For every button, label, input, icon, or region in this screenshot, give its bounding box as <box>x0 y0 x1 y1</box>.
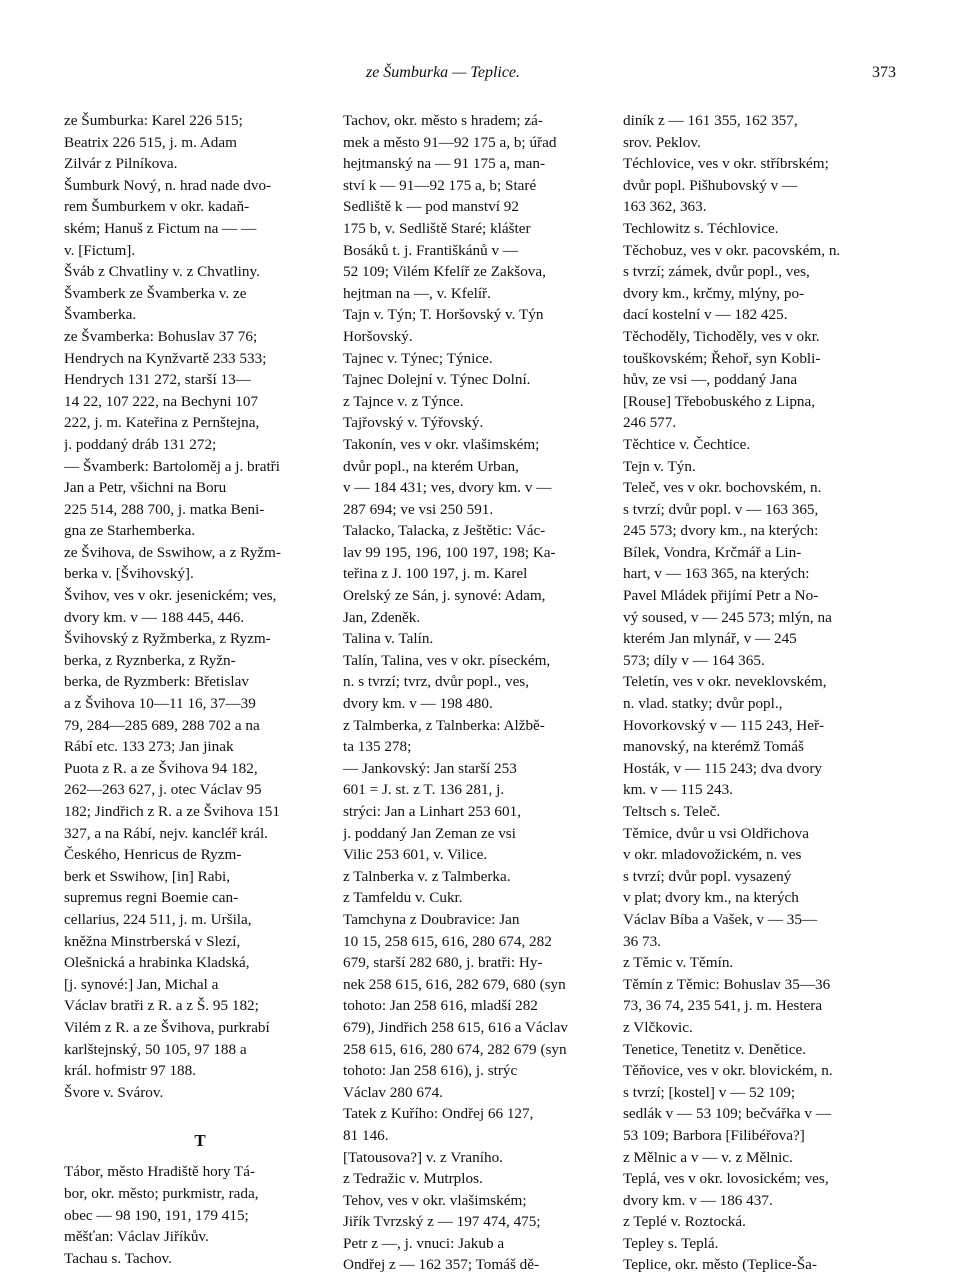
text-line: n. s tvrzí; tvrz, dvůr popl., ves, <box>343 673 530 691</box>
text-line: z Tedražic v. Mutrplos. <box>343 1170 483 1188</box>
text-line: Puota z R. a ze Švihova 94 182, <box>64 759 258 777</box>
text-line: hejtman na —, v. Kfelíř. <box>343 284 491 302</box>
text-line: Beatrix 226 515, j. m. Adam <box>64 133 237 151</box>
text-line: 79, 284—285 689, 288 702 a na <box>64 716 260 734</box>
text-line: s tvrzí; zámek, dvůr popl., ves, <box>623 263 810 281</box>
text-line: rem Šumburkem v okr. kadaň- <box>64 198 250 216</box>
text-line: 287 694; ve vsi 250 591. <box>343 500 494 518</box>
text-line: Těchobuz, ves v okr. pacovském, n. <box>623 241 841 259</box>
text-line: manovský, na kterémž Tomáš <box>623 738 804 756</box>
text-line: j. poddaný Jan Zeman ze vsi <box>343 824 516 842</box>
text-line: z Talnberka v. z Talmberka. <box>343 867 511 885</box>
text-line: 225 514, 288 700, j. matka Beni- <box>64 500 265 518</box>
text-line: berka, z Ryznberka, z Ryžn- <box>64 651 236 669</box>
text-line: 327, a na Rábí, nejv. kancléř král. <box>64 824 268 842</box>
text-line: 679), Jindřich 258 615, 616 a Václav <box>343 1018 568 1036</box>
text-line: Vilém z R. a ze Švihova, purkrabí <box>64 1018 270 1036</box>
text-line: Hendrych 131 272, starší 13— <box>64 371 251 389</box>
text-line: Bílek, Vondra, Krčmář a Lin- <box>623 543 802 561</box>
text-line: Pavel Mládek přijímí Petr a No- <box>623 587 819 605</box>
text-line: 14 22, 107 222, na Bechyni 107 <box>64 392 259 410</box>
text-line: nek 258 615, 616, 282 679, 680 (syn <box>343 975 566 993</box>
text-line: Jiřík Tvrzský z — 197 474, 475; <box>343 1213 541 1231</box>
text-line: j. poddaný dráb 131 272; <box>64 435 217 453</box>
text-line: — Švamberk: Bartoloměj a j. bratři <box>64 457 280 475</box>
text-line: 53 109; Barbora [Filibéřova?] <box>623 1126 805 1144</box>
text-line: Tajn v. Týn; T. Horšovský v. Týn <box>343 306 544 324</box>
text-line: Tajnec v. Týnec; Týnice. <box>343 349 493 367</box>
text-line: s tvrzí; dvůr popl. v — 163 365, <box>623 500 819 518</box>
text-line: Šumburk Nový, n. hrad nade dvo- <box>64 176 272 194</box>
text-line: Teltsch s. Teleč. <box>623 803 721 820</box>
text-line: Hendrych na Kynžvartě 233 533; <box>64 349 267 367</box>
text-line: a z Švihova 10—11 16, 37—39 <box>64 695 256 713</box>
text-line: [Rouse] Třebobuského z Lipna, <box>623 392 816 410</box>
text-line: 52 109; Vilém Kfelíř ze Zakšova, <box>343 263 546 281</box>
text-line: 258 615, 616, 280 674, 282 679 (syn <box>343 1040 567 1058</box>
text-line: Techlowitz s. Téchlovice. <box>623 219 779 237</box>
text-line: diník z — 161 355, 162 357, <box>623 112 798 129</box>
text-line: Takonín, ves v okr. vlašimském; <box>343 435 540 453</box>
text-line: Vilic 253 601, v. Vilice. <box>343 846 488 864</box>
text-line: lav 99 195, 196, 100 197, 198; Ka- <box>343 543 556 561</box>
text-line: tohoto: Jan 258 616, mladší 282 <box>343 997 538 1015</box>
text-line: s tvrzí; [kostel] v — 52 109; <box>623 1083 796 1101</box>
text-line: 175 b, v. Sedliště Staré; klášter <box>343 219 531 237</box>
column-left <box>64 110 336 1269</box>
text-line: — Jankovský: Jan starší 253 <box>343 759 517 777</box>
text-line: ství k — 91—92 175 a, b; Staré <box>343 176 537 194</box>
text-line: Šváb z Chvatliny v. z Chvatliny. <box>64 263 260 281</box>
text-line: Tajnec Dolejní v. Týnec Dolní. <box>343 371 531 389</box>
text-line: z Těmic v. Těmín. <box>623 954 734 972</box>
text-line: Tábor, město Hradiště hory Tá- <box>64 1163 256 1181</box>
text-line: Ondřej z — 162 357; Tomáš dě- <box>343 1256 540 1274</box>
text-line: touškovském; Řehoř, syn Kobli- <box>623 349 821 367</box>
text-line: Těchtice v. Čechtice. <box>623 435 751 453</box>
text-line: 573; díly v — 164 365. <box>623 651 765 669</box>
text-line: 10 15, 258 615, 616, 280 674, 282 <box>343 932 552 950</box>
text-line: dvory km., krčmy, mlýny, po- <box>623 284 805 302</box>
text-line: Talina v. Talín. <box>343 630 434 648</box>
text-line: kněžna Minstrberská v Slezí, <box>64 932 241 950</box>
text-line: 262—263 627, j. otec Václav 95 <box>64 781 262 799</box>
text-line: Tatek z Kuřího: Ondřej 66 127, <box>343 1105 534 1123</box>
text-line: dvůr popl. Pišhubovský v — <box>623 176 798 194</box>
text-line: Horšovský. <box>343 327 413 345</box>
text-line: dvůr popl., na kterém Urban, <box>343 457 519 475</box>
running-title: ze Šumburka — Teplice. <box>365 64 521 81</box>
text-line: Švore v. Svárov. <box>64 1083 164 1101</box>
text-line: 73, 36 74, 235 541, j. m. Hestera <box>623 997 823 1015</box>
text-line: tohoto: Jan 258 616), j. strýc <box>343 1062 518 1080</box>
text-line: Těňovice, ves v okr. blovickém, n. <box>623 1062 833 1080</box>
text-line: 245 573; dvory km., na kterých: <box>623 522 819 540</box>
column-right <box>623 110 895 1276</box>
text-line: Václav 280 674. <box>343 1083 443 1101</box>
text-line: Tejn v. Týn. <box>623 457 696 475</box>
text-line: měšťan: Václav Jiříkův. <box>64 1228 209 1246</box>
text-line: z Mělnic a v — v. z Mělnic. <box>623 1148 793 1166</box>
section-gap <box>64 1103 336 1121</box>
text-line: ském; Hanuš z Fictum na — — <box>64 219 257 237</box>
text-line: Těchoděly, Tichoděly, ves v okr. <box>623 327 820 345</box>
text-line: dvory km. v — 188 445, 446. <box>64 608 245 626</box>
text-line: z Talmberka, z Talnberka: Alžbě- <box>343 716 545 734</box>
text-line: gna ze Starhemberka. <box>64 522 196 540</box>
text-line: ze Švihova, de Sswihow, a z Ryžm- <box>64 543 281 561</box>
text-line: hart, v — 163 365, na kterých: <box>623 565 810 583</box>
text-line: z Tajnce v. z Týnce. <box>343 392 464 410</box>
text-line: Sedliště k — pod manství 92 <box>343 198 519 216</box>
text-line: 222, j. m. Kateřina z Pernštejna, <box>64 414 260 432</box>
text-line: berka, de Ryzmberk: Břetislav <box>64 673 249 691</box>
text-line: 246 577. <box>623 414 677 432</box>
text-line: Orelský ze Sán, j. synové: Adam, <box>343 587 546 605</box>
text-line: bor, okr. město; purkmistr, rada, <box>64 1184 259 1202</box>
text-line: Hovorkovský v — 115 243, Heř- <box>623 716 825 734</box>
text-line: Švihovský z Ryžmberka, z Ryzm- <box>64 630 271 648</box>
text-line: Švamberka. <box>64 306 137 324</box>
text-line: Olešnická a hrabinka Kladská, <box>64 954 250 972</box>
page-header <box>0 62 960 88</box>
text-line: 679, starší 282 680, j. bratři: Hy- <box>343 954 543 972</box>
text-line: srov. Peklov. <box>623 133 701 151</box>
text-line: z Vlčkovic. <box>623 1018 693 1036</box>
text-line: kterém Jan mlynář, v — 245 <box>623 630 797 648</box>
text-line: 163 362, 363. <box>623 198 707 216</box>
text-line: [j. synové:] Jan, Michal a <box>64 975 219 993</box>
text-line: dvory km. v — 186 437. <box>623 1191 773 1209</box>
text-line: Václav bratři z R. a z Š. 95 182; <box>64 997 259 1015</box>
text-line: v. [Fictum]. <box>64 241 136 259</box>
text-line: 81 146. <box>343 1126 389 1144</box>
text-line: Petr z —, j. vnuci: Jakub a <box>343 1234 505 1252</box>
text-line: Tachov, okr. město s hradem; zá- <box>343 112 543 129</box>
text-line: berk et Sswihow, [in] Rabi, <box>64 867 231 885</box>
text-line: Tachau s. Tachov. <box>64 1249 172 1267</box>
text-line: hejtmanský na — 91 175 a, man- <box>343 155 546 173</box>
text-line: Švihov, ves v okr. jesenickém; ves, <box>64 587 277 605</box>
text-line: 182; Jindřich z R. a ze Švihova 151 <box>64 803 280 820</box>
text-line: Jan, Zdeněk. <box>343 608 421 626</box>
text-line: dací kostelní v — 182 425. <box>623 306 788 324</box>
text-line: z Teplé v. Roztocká. <box>623 1213 746 1231</box>
text-line: sedlák v — 53 109; bečvářka v — <box>623 1105 831 1123</box>
text-line: obec — 98 190, 191, 179 415; <box>64 1206 249 1224</box>
text-line: mek a město 91—92 175 a, b; úřad <box>343 133 557 151</box>
text-line: Teplice, okr. město (Teplice-Ša- <box>623 1256 817 1274</box>
column-middle <box>343 110 615 1276</box>
page-number: 373 <box>872 64 896 81</box>
text-line: Tehov, ves v okr. vlašimském; <box>343 1191 527 1209</box>
text-line: km. v — 115 243. <box>623 781 733 799</box>
text-line: Teplá, ves v okr. lovosickém; ves, <box>623 1170 829 1188</box>
text-line: z Tamfeldu v. Cukr. <box>343 889 463 907</box>
text-line: ze Šumburka: Karel 226 515; <box>64 112 243 129</box>
text-line: vý soused, v — 245 573; mlýn, na <box>623 608 832 626</box>
text-line: cellarius, 224 511, j. m. Uršila, <box>64 910 252 928</box>
text-line: s tvrzí; dvůr popl. vysazený <box>623 867 792 885</box>
text-line: Českého, Henricus de Ryzm- <box>64 846 242 864</box>
text-line: [Tatousova?] v. z Vraního. <box>343 1148 503 1166</box>
text-line: ta 135 278; <box>343 738 412 756</box>
text-line: Jan a Petr, všichni na Boru <box>64 479 227 497</box>
text-line: Těmice, dvůr u vsi Oldřichova <box>623 824 809 842</box>
text-line: Tepley s. Teplá. <box>623 1234 719 1252</box>
section-letter-heading: T <box>194 1131 206 1151</box>
text-line: Zilvár z Pilníkova. <box>64 155 178 173</box>
text-line: Teletín, ves v okr. neveklovském, <box>623 673 827 691</box>
text-line: ze Švamberka: Bohuslav 37 76; <box>64 327 258 345</box>
text-line: Tamchyna z Doubravice: Jan <box>343 910 520 928</box>
text-line: supremus regni Boemie can- <box>64 889 239 907</box>
text-line: Tajřovský v. Týřovský. <box>343 414 484 432</box>
text-line: Švamberk ze Švamberka v. ze <box>64 284 247 302</box>
text-line: v plat; dvory km., na kterých <box>623 889 799 907</box>
text-line: Talín, Talina, ves v okr. píseckém, <box>343 651 551 669</box>
text-line: strýci: Jan a Linhart 253 601, <box>343 803 521 820</box>
text-line: Talacko, Talacka, z Ještětic: Vác- <box>343 522 546 540</box>
text-line: 601 = J. st. z T. 136 281, j. <box>343 781 505 799</box>
text-line: Těmín z Těmic: Bohuslav 35—36 <box>623 975 831 993</box>
text-line: Tenetice, Tenetitz v. Denětice. <box>623 1040 806 1058</box>
text-line: Teleč, ves v okr. bochovském, n. <box>623 479 822 497</box>
text-line: berka v. [Švihovský]. <box>64 565 194 583</box>
text-line: v okr. mladovožickém, n. ves <box>623 846 802 864</box>
text-line: karlštejnský, 50 105, 97 188 a <box>64 1040 247 1058</box>
text-line: Téchlovice, ves v okr. stříbrském; <box>623 155 829 173</box>
text-line: král. hofmistr 97 188. <box>64 1062 197 1080</box>
text-line: Bosáků t. j. Františkánů v — <box>343 241 519 259</box>
text-line: dvory km. v — 198 480. <box>343 695 493 713</box>
text-line: Hosták, v — 115 243; dva dvory <box>623 759 822 777</box>
text-line: Václav Bíba a Vašek, v — 35— <box>623 910 818 928</box>
text-line: teřina z J. 100 197, j. m. Karel <box>343 565 528 583</box>
text-line: n. vlad. statky; dvůr popl., <box>623 695 783 713</box>
text-line: v — 184 431; ves, dvory km. v — <box>343 479 552 497</box>
text-line: 36 73. <box>623 932 661 950</box>
text-line: hův, ze vsi —, poddaný Jana <box>623 371 798 389</box>
text-line: Rábí etc. 133 273; Jan jinak <box>64 738 234 756</box>
